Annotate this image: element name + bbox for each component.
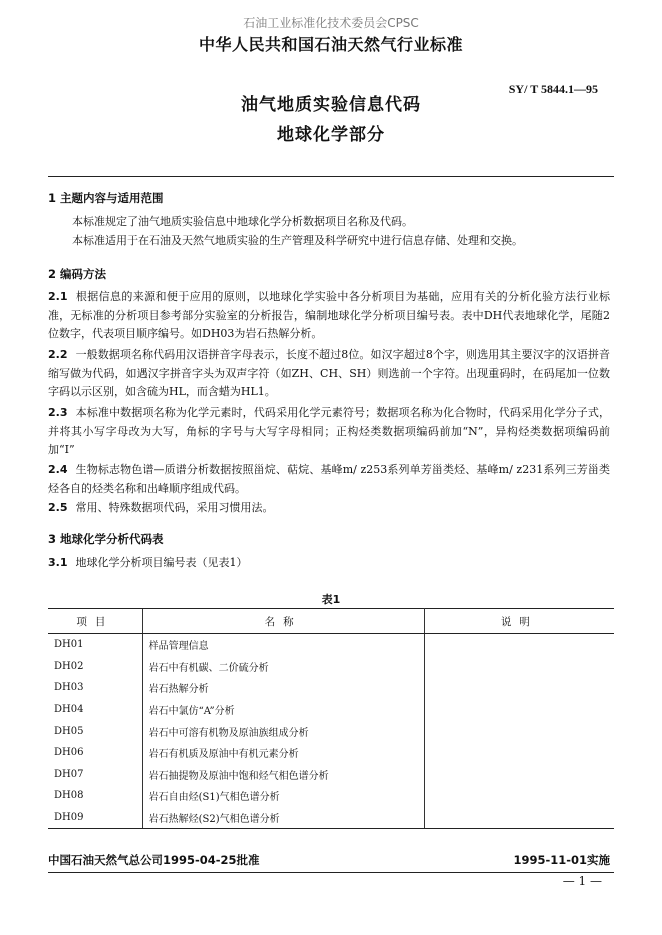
- table-header-row: [48, 609, 614, 634]
- row-name: 岩石热解分析: [142, 677, 424, 699]
- header-item: 项目: [48, 609, 142, 634]
- row-note: [424, 634, 614, 656]
- table-row: [48, 656, 614, 678]
- section-1-para-2: 本标准适用于在石油及天然气地质实验的生产管理及科学研究中进行信息存储、处理和交换。: [72, 234, 523, 247]
- clause-text: 生物标志物色谱—质谱分析数据按照甾烷、萜烷、基峰m/ z253系列单芳甾类烃、基峰m/ z231系列三芳甾类烃各自的烃类名称和出峰顺序组成代码。: [48, 463, 610, 495]
- row-code: DH04: [54, 704, 84, 716]
- footer-rule: [48, 872, 614, 873]
- row-code: DH02: [54, 660, 84, 672]
- table-row: [48, 720, 614, 742]
- row-note: [424, 720, 614, 742]
- clause-2-1: [48, 288, 610, 344]
- table-row: [48, 807, 614, 829]
- row-name: 样品管理信息: [142, 634, 424, 656]
- row-code: DH05: [54, 725, 84, 737]
- row-name: 岩石中有机碳、二价硫分析: [142, 656, 424, 678]
- row-name: 岩石中可溶有机物及原油族组成分析: [142, 720, 424, 742]
- row-code: DH07: [54, 768, 84, 780]
- approval-date: 中国石油天然气总公司1995-04-25批准: [48, 853, 260, 867]
- table-1: [48, 608, 614, 829]
- row-code: DH09: [48, 807, 142, 829]
- table-row: [48, 699, 614, 721]
- clause-text: 根据信息的来源和便于应用的原则，以地球化学实验中各分析项目为基础，应用有关的分析化验方法行业标准，无标准的分析项目参考部分实验室的分析报告，编制地球化学分析项目编号表。表中DH代表地球化学，尾随2位数字，代表项目顺序编号。如DH03为岩石热解分析。: [48, 290, 610, 341]
- clause-number: 3.1: [48, 556, 68, 569]
- watermark: 石油工业标准化技术委员会CPSC: [243, 16, 419, 30]
- implementation-date: 1995-11-01实施: [513, 853, 610, 867]
- document-title: 油气地质实验信息代码: [241, 95, 421, 115]
- section-1-heading: 1 主题内容与适用范围: [48, 191, 164, 205]
- row-code: DH03: [54, 682, 84, 694]
- row-code: DH06: [54, 747, 84, 759]
- table-row: [48, 785, 614, 807]
- clause-3-1: [48, 554, 610, 573]
- row-name: 岩石中氯仿“A”分析: [142, 699, 424, 721]
- row-note: [424, 656, 614, 678]
- row-note: [424, 742, 614, 764]
- clause-text: 地球化学分析项目编号表（见表1）: [75, 556, 248, 569]
- top-rule: [48, 176, 614, 177]
- clause-number: 2.3: [48, 406, 68, 419]
- table-row: [48, 764, 614, 786]
- clause-2-2: [48, 346, 610, 402]
- row-name: 岩石自由烃(S1)气相色谱分析: [142, 785, 424, 807]
- table-caption: 表1: [321, 593, 341, 606]
- standard-code: SY/ T 5844.1—95: [508, 82, 598, 96]
- row-code: DH01: [54, 639, 84, 651]
- table-row: [48, 742, 614, 764]
- row-code: DH08: [54, 790, 84, 802]
- clause-2-5: [48, 499, 610, 518]
- clause-number: 2.4: [48, 463, 68, 476]
- row-name: 岩石热解烃(S2)气相色谱分析: [142, 807, 424, 829]
- section-3-heading: 3 地球化学分析代码表: [48, 532, 164, 546]
- clause-text: 本标准中数据项名称为化学元素时，代码采用化学元素符号；数据项名称为化合物时，代码采用化学分子式，并将其小写字母改为大写，角标的字号与大写字母相同；正构烃类数据项编码前加“N”，异构烃类数据项编码前加“I”: [48, 406, 610, 457]
- table-row: [48, 677, 614, 699]
- section-1-para-1: 本标准规定了油气地质实验信息中地球化学分析数据项目名称及代码。: [72, 215, 413, 228]
- row-note: [424, 807, 614, 829]
- clause-text: 一般数据项名称代码用汉语拼音字母表示，长度不超过8位。如汉字超过8个字，则选用其主要汉字的汉语拼音缩写做为代码，如遇汉字拼音字头为双声字符（如ZH、CH、SH）则选前一个字符。出现重码时，在码尾加一位数字码以示区别，如含硫为HL，而含蜡为HL1。: [48, 348, 610, 399]
- row-note: [424, 677, 614, 699]
- document-subtitle: 地球化学部分: [277, 125, 385, 145]
- row-note: [424, 785, 614, 807]
- clause-2-4: [48, 461, 610, 498]
- header-note: 说明: [424, 609, 614, 634]
- clause-number: 2.1: [48, 290, 68, 303]
- clause-number: 2.5: [48, 501, 68, 514]
- clause-number: 2.2: [48, 348, 68, 361]
- clause-2-3: [48, 404, 610, 460]
- standard-title: 中华人民共和国石油天然气行业标准: [198, 35, 463, 54]
- header-name: 名称: [142, 609, 424, 634]
- row-name: 岩石有机质及原油中有机元素分析: [142, 742, 424, 764]
- page-number: — 1 —: [562, 874, 602, 888]
- clause-text: 常用、特殊数据项代码，采用习惯用法。: [75, 501, 274, 514]
- row-note: [424, 764, 614, 786]
- section-2-heading: 2 编码方法: [48, 267, 107, 281]
- row-note: [424, 699, 614, 721]
- row-name: 岩石抽提物及原油中饱和烃气相色谱分析: [142, 764, 424, 786]
- table-row: [48, 634, 614, 656]
